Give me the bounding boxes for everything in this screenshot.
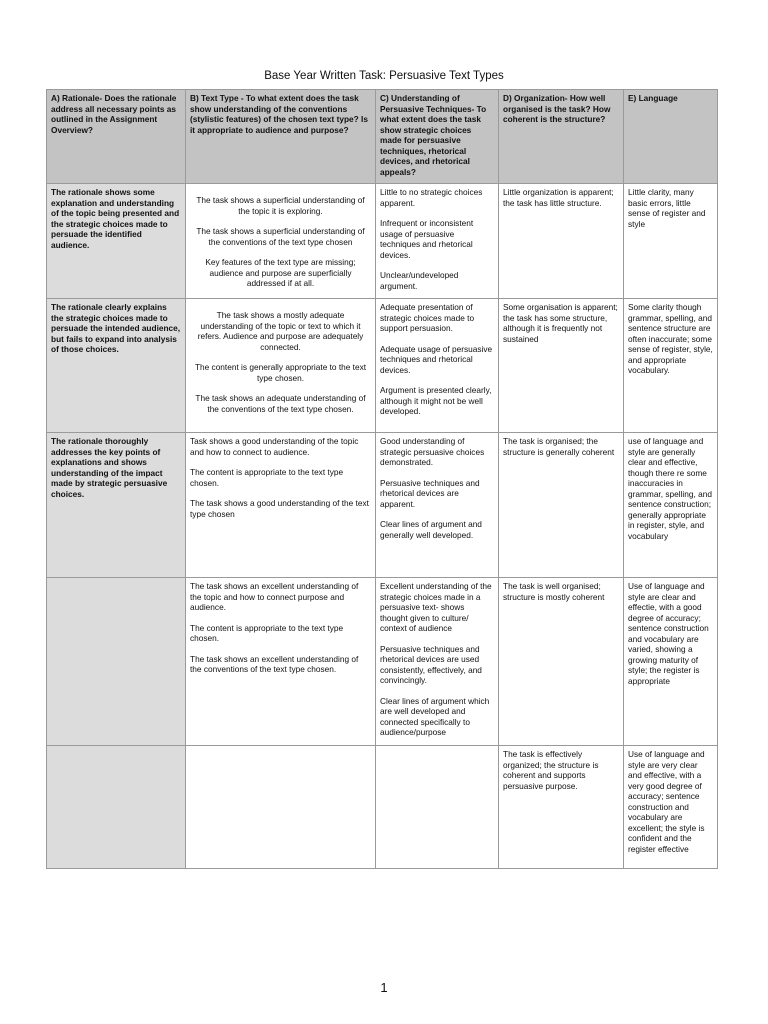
techniques-para: Good understanding of strategic persuasive choices demonstrated. xyxy=(380,436,485,467)
techniques-para: Little to no strategic choices apparent. xyxy=(380,187,483,208)
language-text: Some clarity though grammar, spelling, and sentence structure are often inaccurate; some sense of register, style, and appropriate vocabulary. xyxy=(628,302,713,375)
text-type-para: The task shows a superficial understanding of the topic it is exploring. xyxy=(196,195,365,216)
text-type-para: The task shows an adequate understanding of the conventions of the text type chosen. xyxy=(195,393,366,414)
header-language: E) Language xyxy=(624,90,718,184)
text-type-cell xyxy=(186,299,376,433)
text-type-para: The task shows a good understanding of the text type chosen xyxy=(190,498,369,519)
language-cell xyxy=(624,184,718,299)
text-type-para: The content is generally appropriate to the text type chosen. xyxy=(194,362,367,383)
techniques-para: Persuasive techniques and rhetorical devices are used consistently, effectively, and convincingly. xyxy=(380,643,482,685)
techniques-cell xyxy=(376,184,499,299)
text-type-para: Task shows a good understanding of the topic and how to connect to audience. xyxy=(190,436,359,457)
text-type-para: The content is appropriate to the text type chosen. xyxy=(190,467,344,488)
header-organization: D) Organization- How well organised is the task? How coherent is the structure? xyxy=(499,90,624,184)
techniques-para: Clear lines of argument and generally well developed. xyxy=(380,519,482,540)
techniques-cell xyxy=(376,299,499,433)
organization-text: The task is well organised; structure is mostly coherent xyxy=(503,581,605,602)
techniques-para: Persuasive techniques and rhetorical devices are apparent. xyxy=(380,477,480,509)
header-rationale: A) Rationale- Does the rationale address all necessary points as outlined in the Assignment Overview? xyxy=(47,90,186,184)
language-text: Little clarity, many basic errors, little sense of register and style xyxy=(628,187,706,229)
organization-cell xyxy=(499,746,624,869)
rubric-table xyxy=(46,89,718,869)
techniques-cell xyxy=(376,433,499,578)
techniques-para: Adequate presentation of strategic choices made to support persuasion. xyxy=(380,302,475,333)
organization-cell xyxy=(499,433,624,578)
language-cell xyxy=(624,433,718,578)
table-row xyxy=(47,299,718,433)
text-type-cell xyxy=(186,578,376,746)
table-row xyxy=(47,433,718,578)
language-text: Use of language and style are clear and effectie, with a good degree of accuracy; sentence construction and vocabulary are varied, showing a growing maturity of style; the register is appropriate xyxy=(628,581,709,686)
techniques-cell xyxy=(376,578,499,746)
table-row xyxy=(47,746,718,869)
rationale-text: The rationale shows some explanation and understanding of the topic being presented and the strategic choices made to persuade the identified audience. xyxy=(51,187,180,250)
techniques-cell xyxy=(376,746,499,869)
text-type-para: The task shows a mostly adequate understanding of the topic or text to which it refers. Audience and purpose are adequately connected. xyxy=(197,310,364,352)
organization-text: Little organization is apparent; the task has little structure. xyxy=(503,187,614,208)
header-text-type: B) Text Type - To what extent does the task show understanding of the conventions (stylistic features) of the chosen text type? Is it appropriate to audience and purpose? xyxy=(186,90,376,184)
language-text: Use of language and style are very clear and effective, with a very good degree of accuracy; sentence construction and vocabulary are excellent; the style is confident and the register effective xyxy=(628,749,705,854)
text-type-para: The task shows a superficial understanding of the conventions of the text type chosen xyxy=(196,226,365,247)
language-cell xyxy=(624,299,718,433)
language-text: use of language and style are generally clear and effective, though there re some inaccuracies in grammar, spelling, and sentence construction; generally appropriate in register, style, and vocabulary xyxy=(628,436,712,541)
table-row xyxy=(47,578,718,746)
techniques-para: Clear lines of argument which are well developed and connected specifically to audience/purpose xyxy=(380,695,490,737)
text-type-para: The task shows an excellent understanding of the conventions of the text type chosen. xyxy=(190,653,359,674)
text-type-para: The task shows an excellent understanding of the topic and how to connect purpose and audience. xyxy=(190,581,359,612)
rationale-text: The rationale clearly explains the strategic choices made to persuade the intended audience, but fails to expand into analysis of those choices. xyxy=(51,302,181,354)
techniques-para: Infrequent or inconsistent usage of persuasive techniques and rhetorical devices. xyxy=(380,218,474,260)
text-type-cell xyxy=(186,433,376,578)
organization-cell xyxy=(499,299,624,433)
organization-cell xyxy=(499,578,624,746)
header-persuasive-techniques: C) Understanding of Persuasive Techniques- To what extent does the task show strategic choices made for persuasive techniques, rhetorical devices, and rhetorical appeals? xyxy=(376,90,499,184)
organization-text: The task is effectively organized; the structure is coherent and supports persuasive purpose. xyxy=(503,749,599,791)
page-number: 1 xyxy=(380,980,388,995)
rationale-cell xyxy=(47,184,186,299)
rationale-cell xyxy=(47,746,186,869)
header-row xyxy=(47,90,718,184)
table-row xyxy=(47,184,718,299)
language-cell xyxy=(624,578,718,746)
rationale-cell xyxy=(47,578,186,746)
techniques-para: Unclear/undeveloped argument. xyxy=(380,270,459,291)
techniques-para: Argument is presented clearly, although it might not be well developed. xyxy=(380,385,492,416)
organization-text: The task is organised; the structure is generally coherent xyxy=(503,436,615,457)
text-type-cell xyxy=(186,184,376,299)
language-cell xyxy=(624,746,718,869)
rationale-cell xyxy=(47,299,186,433)
text-type-para: Key features of the text type are missing; audience and purpose are superficially addressed if at all. xyxy=(205,257,356,288)
organization-text: Some organisation is apparent; the task has some structure, although it is frequently not sustained xyxy=(503,302,618,344)
rationale-text: The rationale thoroughly addresses the key points of explanations and shows understanding of the impact made by strategic persuasive choices. xyxy=(51,436,168,499)
techniques-para: Adequate usage of persuasive techniques and rhetorical devices. xyxy=(380,343,493,375)
text-type-para: The content is appropriate to the text type chosen. xyxy=(190,622,344,643)
document-title: Base Year Written Task: Persuasive Text Types xyxy=(264,70,504,82)
text-type-cell xyxy=(186,746,376,869)
rationale-cell xyxy=(47,433,186,578)
techniques-para: Excellent understanding of the strategic choices made in a persuasive text- shows thought given to culture/ context of audience xyxy=(380,581,492,633)
organization-cell xyxy=(499,184,624,299)
